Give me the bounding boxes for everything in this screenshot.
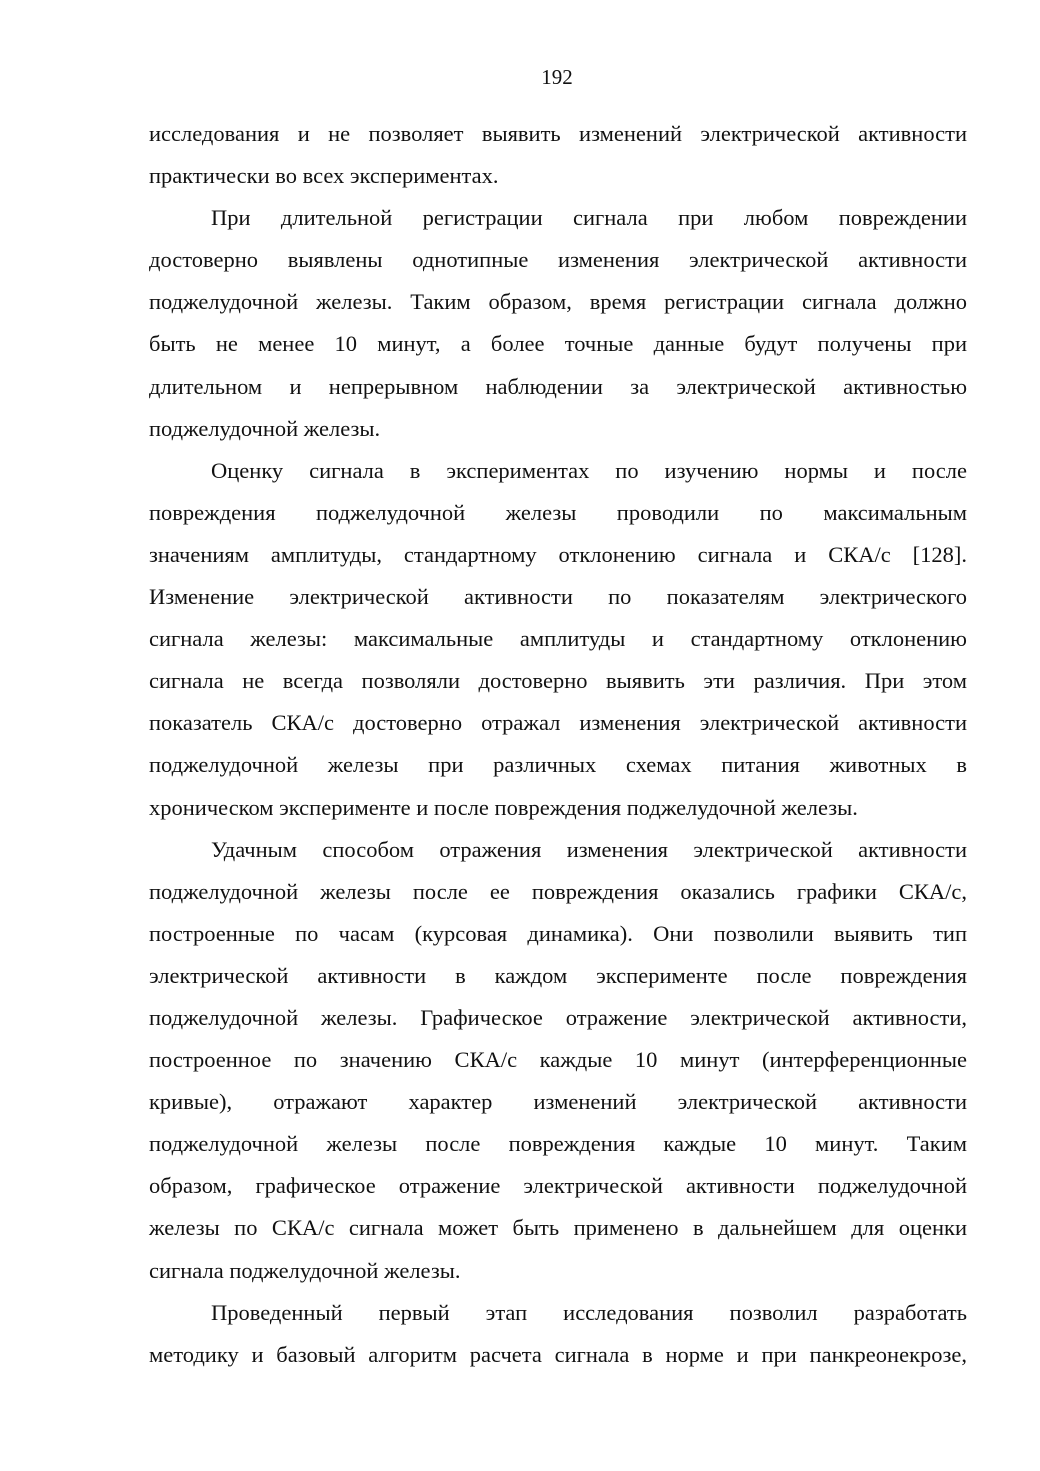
text-line: образом, графическое отражение электрической активности поджелудочной <box>149 1173 967 1199</box>
text-line: практически во всех экспериментах. <box>149 163 499 189</box>
text-line: поджелудочной железы после повреждения каждые 10 минут. Таким <box>149 1131 967 1157</box>
text-line: поджелудочной железы. Таким образом, время регистрации сигнала должно <box>149 289 967 315</box>
text-line: исследования и не позволяет выявить изменений электрической активности <box>149 121 967 146</box>
text-line: сигнала поджелудочной железы. <box>149 1257 461 1283</box>
text-line: Оценку сигнала в экспериментах по изучению нормы и после <box>211 457 967 483</box>
text-line: методику и базовый алгоритм расчета сигнала в норме и при панкреонекрозе, <box>149 1341 967 1367</box>
text-line: быть не менее 10 минут, а более точные данные будут получены при <box>149 331 967 357</box>
text-line: Проведенный первый этап исследования позволил разработать <box>211 1299 967 1325</box>
paragraph <box>149 829 967 1292</box>
text-line: повреждения поджелудочной железы проводили по максимальным <box>149 499 967 525</box>
text-line: поджелудочной железы. <box>149 415 381 441</box>
text-line: достоверно выявлены однотипные изменения электрической активности <box>149 247 967 273</box>
paragraph <box>149 113 967 197</box>
text-line: длительном и непрерывном наблюдении за электрической активностью <box>149 373 967 399</box>
text-line: При длительной регистрации сигнала при любом повреждении <box>211 205 967 231</box>
text-line: показатель СКА/с достоверно отражал изменения электрической активности <box>149 710 967 736</box>
text-line: железы по СКА/с сигнала может быть применено в дальнейшем для оценки <box>149 1215 967 1241</box>
body-text <box>149 113 967 1376</box>
text-line: значениям амплитуды, стандартному отклонению сигнала и СКА/с [128]. <box>149 541 967 567</box>
paragraph <box>149 197 967 450</box>
text-line: построенное по значению СКА/с каждые 10 минут (интерференционные <box>149 1047 967 1073</box>
text-line: поджелудочной железы после ее повреждения оказались графики СКА/с, <box>149 878 967 904</box>
paragraph <box>149 450 967 829</box>
text-line: сигнала не всегда позволяли достоверно выявить эти различия. При этом <box>149 668 967 694</box>
text-line: Удачным способом отражения изменения электрической активности <box>211 836 967 862</box>
text-line: построенные по часам (курсовая динамика). Они позволили выявить тип <box>149 920 967 946</box>
text-line: хроническом эксперименте и после повреждения поджелудочной железы. <box>149 794 858 820</box>
paragraph <box>149 1292 967 1376</box>
page-number: 192 <box>541 65 573 89</box>
text-line: кривые), отражают характер изменений электрической активности <box>149 1089 967 1115</box>
text-line: сигнала железы: максимальные амплитуды и стандартному отклонению <box>149 626 967 652</box>
text-line: Изменение электрической активности по показателям электрического <box>149 584 967 610</box>
text-line: поджелудочной железы при различных схемах питания животных в <box>149 752 967 778</box>
text-line: электрической активности в каждом эксперименте после повреждения <box>149 962 967 988</box>
text-line: поджелудочной железы. Графическое отражение электрической активности, <box>149 1004 967 1030</box>
